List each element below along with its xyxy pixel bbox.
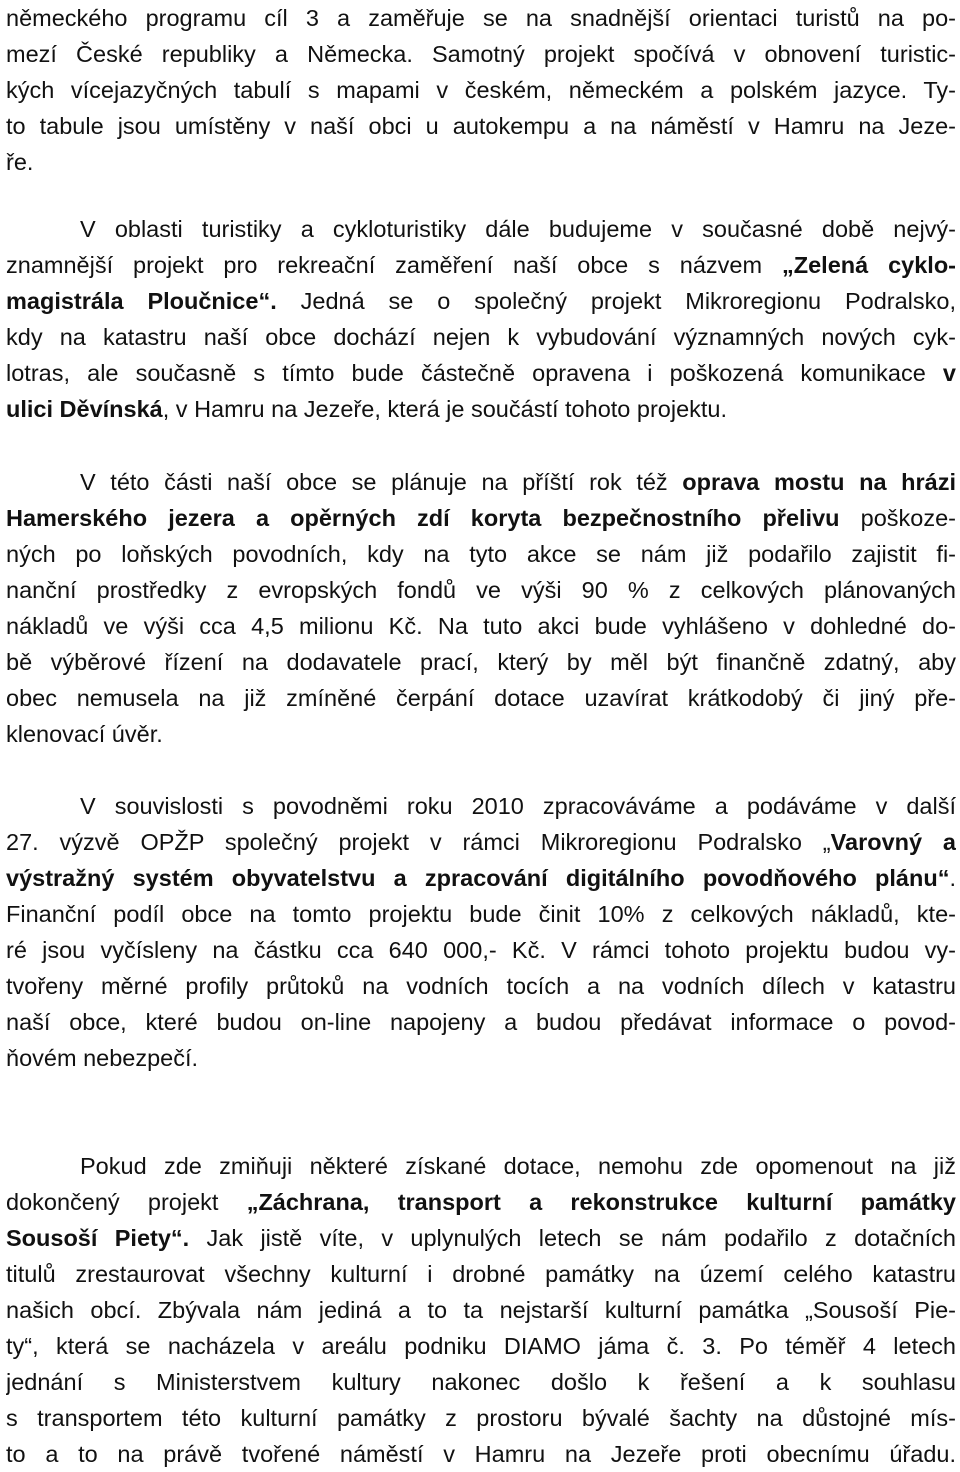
text-segment: 27. výzvě OPŽP společný projekt v rámci Mikroregionu Podralsko „: [6, 829, 831, 855]
bold-text-segment: Varovný a: [830, 829, 956, 855]
text-segment: s transportem této kulturní památky z prostoru bývalé šachty na důstojné mís-: [6, 1405, 956, 1431]
text-line: [6, 536, 956, 572]
text-segment: titulů zrestaurovat všechny kulturní i drobné památky na území celého katastru: [6, 1261, 956, 1287]
text-segment: klenovací úvěr.: [6, 721, 163, 747]
text-line: [6, 860, 956, 896]
bold-text-segment: ulici Děvínská: [6, 396, 163, 422]
text-line: [6, 1292, 956, 1328]
text-line: [6, 247, 956, 283]
text-line: [6, 824, 956, 860]
text-line: [6, 1400, 956, 1436]
bold-text-segment: „Záchrana, transport a rekonstrukce kulturní památky: [246, 1189, 956, 1215]
text-segment: nákladů ve výši cca 4,5 milionu Kč. Na tuto akci bude vyhlášeno v dohledné do-: [6, 613, 956, 639]
text-segment: obec nemusela na již zmíněné čerpání dotace uzavírat krátkodobý či jiný pře-: [6, 685, 956, 711]
text-line: [6, 144, 956, 180]
text-segment: .: [949, 865, 956, 891]
text-segment: ře.: [6, 149, 34, 175]
text-segment: našich obcí. Zbývala nám jediná a to ta nejstarší kulturní památka „Sousoší Pie-: [6, 1297, 956, 1323]
bold-text-segment: oprava mostu na hrázi: [682, 469, 956, 495]
text-segment: V oblasti turistiky a cykloturistiky dále budujeme v současné době nejvý-: [80, 216, 956, 242]
text-segment: nanční prostředky z evropských fondů ve výši 90 % z celkových plánovaných: [6, 577, 956, 603]
text-segment: jednání s Ministerstvem kultury nakonec došlo k řešení a k souhlasu: [6, 1369, 956, 1395]
text-line: [6, 1256, 956, 1292]
text-segment: bě výběrové řízení na dodavatele prací, který by měl být finančně zdatný, aby: [6, 649, 956, 675]
text-segment: Pokud zde zmiňuji některé získané dotace, nemohu zde opomenout na již: [80, 1153, 956, 1179]
bold-text-segment: výstražný systém obyvatelstvu a zpracování digitálního povodňového plánu“: [6, 865, 950, 891]
text-line: [6, 896, 956, 932]
text-line: [6, 1040, 956, 1076]
text-line: [6, 283, 956, 319]
text-line: [6, 108, 956, 144]
text-line: [6, 391, 956, 427]
text-line: [6, 1328, 956, 1364]
bold-text-segment: Sousoší Piety“.: [6, 1225, 190, 1251]
text-segment: naší obce, které budou on-line napojeny a budou předávat informace o povod-: [6, 1009, 956, 1035]
text-segment: kdy na katastru naší obce dochází nejen k vybudování významných nových cyk-: [6, 324, 956, 350]
text-line: [80, 788, 956, 824]
text-line: [6, 572, 956, 608]
text-segment: Finanční podíl obce na tomto projektu bude činit 10% z celkových nákladů, kte-: [6, 901, 956, 927]
text-segment: ré jsou vyčísleny na částku cca 640 000,- Kč. V rámci tohoto projektu budou vy-: [6, 937, 956, 963]
text-segment: ňovém nebezpečí.: [6, 1045, 199, 1071]
text-segment: to tabule jsou umístěny v naší obci u autokempu a na náměstí v Hamru na Jeze-: [6, 113, 956, 139]
text-segment: lotras, ale současně s tímto bude částečně opravena i poškozená komunikace: [6, 360, 943, 386]
text-segment: Jedná se o společný projekt Mikroregionu Podralsko,: [276, 288, 956, 314]
bold-text-segment: magistrála Ploučnice“.: [6, 288, 277, 314]
text-line: [6, 932, 956, 968]
text-segment: to a to na právě tvořené náměstí v Hamru na Jezeře proti obecnímu úřadu.: [6, 1441, 956, 1467]
text-segment: ných po loňských povodních, kdy na tyto akce se nám již podařilo zajistit fi-: [6, 541, 956, 567]
text-line: [80, 211, 956, 247]
text-segment: tvořeny měrné profily průtoků na vodních tocích a na vodních dílech v katastru: [6, 973, 956, 999]
text-segment: německého programu cíl 3 a zaměřuje se na snadnější orientaci turistů na po-: [6, 5, 956, 31]
text-line: [80, 464, 956, 500]
text-segment: kých vícejazyčných tabulí s mapami v českém, německém a polském jazyce. Ty-: [6, 77, 956, 103]
text-line: [6, 355, 956, 391]
text-line: [6, 72, 956, 108]
text-line: [6, 1220, 956, 1256]
bold-text-segment: „Zelená cyklo-: [781, 252, 956, 278]
bold-text-segment: Hamerského jezera a opěrných zdí koryta bezpečnostního přelivu: [6, 505, 840, 531]
text-line: [6, 608, 956, 644]
text-segment: V této části naší obce se plánuje na příští rok též: [80, 469, 683, 495]
text-line: [80, 1148, 956, 1184]
text-line: [6, 1364, 956, 1400]
text-segment: V souvislosti s povodněmi roku 2010 zpracováváme a podáváme v další: [80, 793, 956, 819]
text-line: [6, 968, 956, 1004]
text-segment: Jak jistě víte, v uplynulých letech se nám podařilo z dotačních: [189, 1225, 956, 1251]
text-line: [6, 680, 956, 716]
text-segment: ty“, která se nacházela v areálu podniku DIAMO jáma č. 3. Po téměř 4 letech: [6, 1333, 956, 1359]
text-segment: , v Hamru na Jezeře, která je součástí tohoto projektu.: [162, 396, 728, 422]
text-segment: poškoze-: [839, 505, 956, 531]
text-line: [6, 1004, 956, 1040]
text-line: [6, 644, 956, 680]
text-line: [6, 36, 956, 72]
text-segment: dokončený projekt: [6, 1189, 247, 1215]
bold-text-segment: v: [942, 360, 956, 386]
text-line: [6, 1184, 956, 1220]
text-segment: mezí České republiky a Německa. Samotný projekt spočívá v obnovení turistic-: [6, 41, 956, 67]
text-line: [6, 0, 956, 36]
text-line: [6, 500, 956, 536]
text-line: [6, 1436, 956, 1472]
text-line: [6, 319, 956, 355]
text-line: [6, 716, 956, 752]
text-segment: znamnější projekt pro rekreační zaměření naší obce s názvem: [6, 252, 782, 278]
